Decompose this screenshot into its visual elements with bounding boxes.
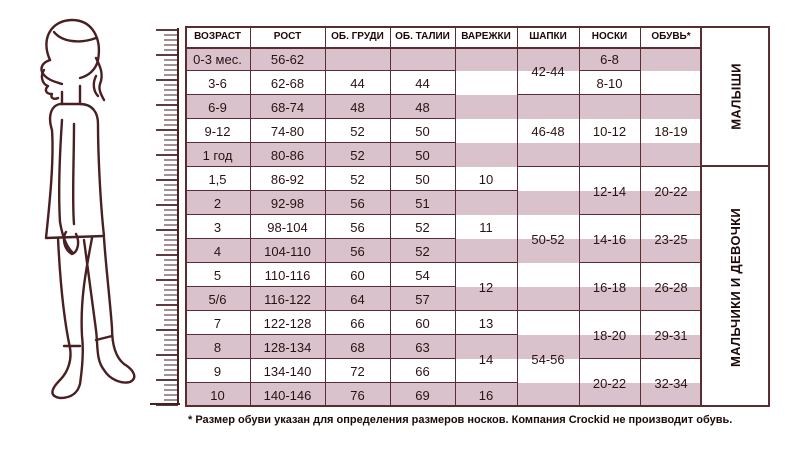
cell-chest: 52 [350,123,365,139]
grid-line [579,166,640,167]
cell-waist: 50 [390,143,455,167]
grid-line [185,214,455,215]
grid-line [455,334,517,335]
size-table [185,26,770,407]
cell-chest: 44 [350,75,365,91]
cell-height: 92-98 [250,191,325,215]
grid-line [185,238,455,239]
grid-line [455,382,517,383]
cell-waist: 69 [390,383,455,407]
cell-height: 98-104 [267,219,308,235]
cell-height: 68-74 [250,95,325,119]
cell-chest: 60 [350,267,365,283]
group-label-text: МАЛЬЧИКИ И ДЕВОЧКИ [728,207,744,367]
cell-mittens: 14 [478,351,494,367]
group-label-text: МАЛЫШИ [728,63,744,130]
cell-hats: 46-48 [531,123,565,139]
cell-age: 0-3 мес. [185,47,250,71]
cell-waist [390,47,455,71]
grid-line [640,26,641,407]
cell-height: 110-116 [264,267,311,283]
header-hats: ШАПКИ [529,31,567,42]
cell-chest: 52 [325,143,390,167]
grid-line [579,358,640,359]
cell-age: 1 год [185,143,250,167]
cell-hats: 54-56 [531,351,565,367]
header-shoes: ОБУВЬ* [651,31,691,42]
cell-socks: 18-20 [592,327,627,343]
cell-age: 10 [185,383,250,407]
cell-chest: 52 [350,171,365,187]
cell-age: 8 [185,335,250,359]
cell-waist: 52 [390,239,455,263]
header-chest: ОБ. ГРУДИ [331,31,384,42]
cell-age: 9 [213,363,222,379]
cell-height: 116-122 [250,287,325,311]
group-label [702,26,770,167]
grid-line [640,166,702,167]
cell-hats: 50-52 [531,231,565,247]
grid-line [185,405,702,407]
grid-line [640,262,702,263]
cell-socks: 10-12 [592,123,627,139]
cell-height: 74-80 [270,123,305,139]
grid-line [185,166,455,167]
cell-waist: 50 [415,171,430,187]
cell-age: 6-9 [185,95,250,119]
grid-line [640,214,702,215]
grid-line [185,334,455,335]
grid-line [702,405,770,407]
cell-age: 9-12 [204,123,231,139]
grid-line [455,190,517,191]
header-age: ВОЗРАСТ [194,31,241,42]
cell-shoes: 23-25 [654,231,688,247]
grid-line [517,94,579,95]
grid-line [185,310,455,311]
cell-mittens: 10 [478,171,494,187]
cell-chest [325,47,390,71]
cell-mittens: 16 [478,387,494,403]
cell-chest: 56 [325,239,390,263]
cell-mittens: 11 [479,219,493,235]
cell-waist: 51 [390,191,455,215]
cell-height: 56-62 [250,47,325,71]
grid-line [455,262,517,263]
grid-line [185,382,455,383]
cell-height: 122-128 [263,315,312,331]
grid-line [185,142,455,143]
grid-line [579,94,640,95]
child-silhouette [41,20,134,398]
grid-line [185,47,702,49]
height-ruler [150,28,180,405]
child-figure-illustration [0,0,185,410]
cell-height: 140-146 [250,383,325,407]
cell-height: 104-110 [250,239,325,263]
cell-socks: 20-22 [592,375,627,391]
cell-shoes: 20-22 [654,183,688,199]
cell-height: 62-68 [270,75,305,91]
cell-chest: 68 [325,335,390,359]
cell-chest: 76 [325,383,390,407]
cell-chest: 56 [325,191,390,215]
cell-chest: 64 [325,287,390,311]
cell-age: 7 [213,315,222,331]
cell-mittens: 12 [478,279,494,295]
header-waist: ОБ. ТАЛИИ [395,31,450,42]
grid-line [185,118,455,119]
grid-line [579,70,640,71]
group-label [702,167,770,407]
grid-line [185,190,455,191]
cell-shoes [640,47,702,95]
footnote: * Размер обуви указан для определения размеров носков. Компания Crockid не производит обувь. [188,414,733,426]
cell-height: 86-92 [270,171,305,187]
cell-waist: 50 [415,123,430,139]
cell-mittens: 13 [478,315,494,331]
cell-shoes: 18-19 [654,123,688,139]
grid-line [579,310,640,311]
cell-waist: 44 [415,75,430,91]
grid-line [579,26,580,407]
cell-waist: 48 [390,95,455,119]
grid-line [455,26,456,407]
cell-hats: 42-44 [531,63,565,79]
cell-socks: 16-18 [592,279,627,295]
grid-line [579,214,640,215]
grid-line [250,26,251,407]
grid-line [768,26,770,407]
cell-age: 5 [213,267,222,283]
grid-line [517,310,579,311]
cell-shoes: 32-34 [654,375,688,391]
cell-waist: 52 [415,219,430,235]
grid-line [185,70,455,71]
header-mittens: ВАРЕЖКИ [461,31,511,42]
cell-shoes: 26-28 [654,279,688,295]
cell-socks: 6-8 [600,51,619,67]
grid-line [517,166,579,167]
cell-waist: 63 [390,335,455,359]
cell-age: 2 [185,191,250,215]
grid-line [185,26,187,407]
cell-age: 3-6 [208,75,227,91]
grid-line [325,26,326,407]
header-height: РОСТ [273,31,302,42]
grid-line [185,26,702,28]
cell-shoes: 29-31 [654,327,688,343]
header-socks: НОСКИ [591,31,628,42]
grid-line [185,262,455,263]
grid-line [640,358,702,359]
cell-waist: 57 [390,287,455,311]
cell-height: 128-134 [250,335,325,359]
cell-age: 4 [185,239,250,263]
grid-line [185,358,455,359]
cell-height: 134-140 [263,363,312,379]
cell-waist: 60 [415,315,430,331]
cell-age: 1,5 [208,171,227,187]
grid-line [640,94,702,95]
cell-chest: 48 [325,95,390,119]
cell-socks: 12-14 [592,183,627,199]
grid-line [185,94,455,95]
cell-height: 80-86 [250,143,325,167]
cell-chest: 56 [350,219,365,235]
grid-line [455,310,517,311]
cell-waist: 54 [415,267,430,283]
cell-age: 5/6 [185,287,250,311]
cell-waist: 66 [415,363,430,379]
grid-line [579,262,640,263]
grid-line [640,310,702,311]
grid-line [185,286,455,287]
grid-line [702,26,770,28]
grid-line [390,26,391,407]
cell-socks: 14-16 [592,231,627,247]
grid-line [517,26,518,407]
cell-socks: 8-10 [596,75,623,91]
cell-chest: 66 [350,315,365,331]
cell-chest: 72 [350,363,365,379]
cell-age: 3 [213,219,222,235]
